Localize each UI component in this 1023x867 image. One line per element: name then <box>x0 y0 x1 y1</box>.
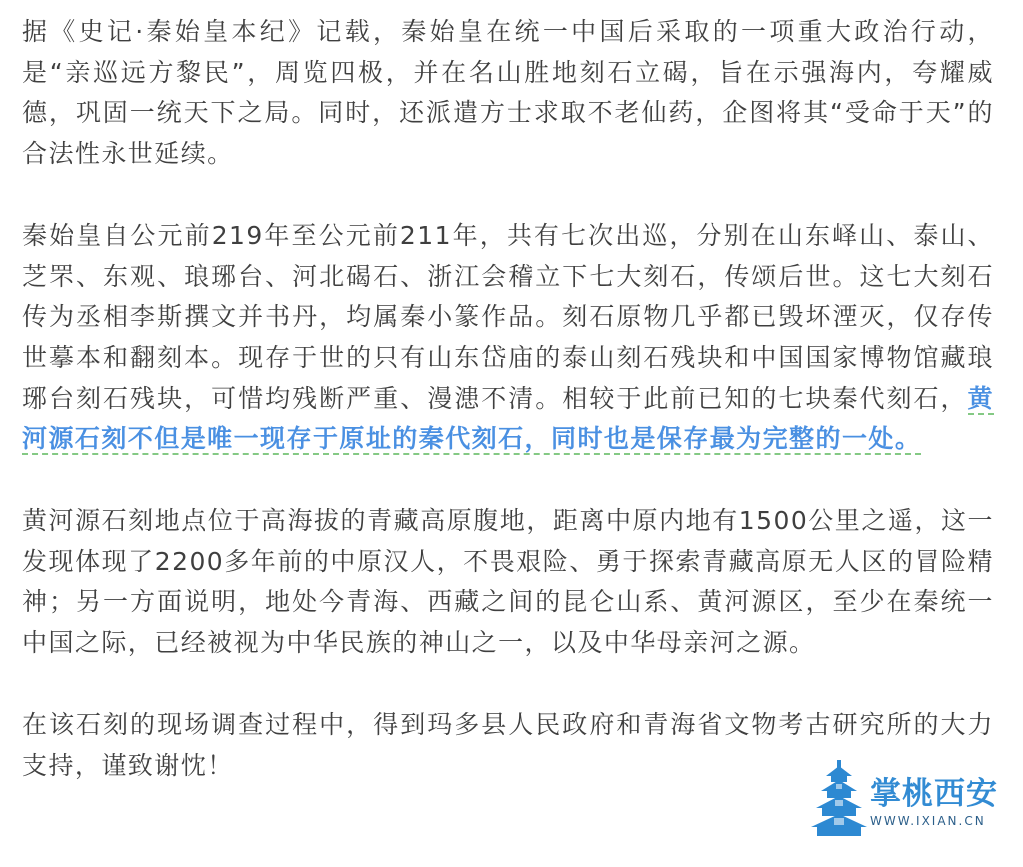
paragraph-gap <box>22 175 994 216</box>
paragraph-4: 在该石刻的现场调查过程中，得到玛多县人民政府和青海省文物考古研究所的大力支持，谨致谢忱！ <box>22 709 994 780</box>
pagoda-icon <box>808 758 870 838</box>
paragraph-2-text: 秦始皇自公元前219年至公元前211年，共有七次出巡，分别在山东峄山、泰山、芝罘、东观、琅琊台、河北碣石、浙江会稽立下七大刻石，传颂后世。这七大刻石传为丞相李斯撰文并书丹，均属秦小篆作品。刻石原物几乎都已毁坏湮灭，仅存传世摹本和翻刻本。现存于世的只有山东岱庙的泰山刻石残块和中国国家博物馆藏琅琊台刻石残块，可惜均残断严重、漫漶不清。相较于此前已知的七块秦代刻石， <box>22 220 994 413</box>
watermark-logo-text: 掌桃西安 <box>870 776 998 812</box>
site-watermark <box>808 758 1013 838</box>
paragraph-3: 黄河源石刻地点位于高海拔的青藏高原腹地，距离中原内地有1500公里之遥，这一发现体现了2200多年前的中原汉人，不畏艰险、勇于探索青藏高原无人区的冒险精神；另一方面说明，地处今青海、西藏之间的昆仑山系、黄河源区，至少在秦统一中国之际，已经被视为中华民族的神山之一，以及中华母亲河之源。 <box>22 506 994 658</box>
highlighted-statement: 黄河源石刻不但是唯一现存于原址的秦代刻石，同时也是保存最为完整的一处。 <box>22 383 994 454</box>
paragraph-2 <box>22 216 994 460</box>
paragraph-1: 据《史记·秦始皇本纪》记载，秦始皇在统一中国后采取的一项重大政治行动，是“亲巡远方黎民”，周览四极，并在名山胜地刻石立碣，旨在示强海内，夸耀威德，巩固一统天下之局。同时，还派遣方士求取不老仙药，企图将其“受命于天”的合法性永世延续。 <box>22 17 994 169</box>
paragraph-gap <box>22 460 994 501</box>
paragraph-gap <box>22 664 994 705</box>
article-body <box>22 12 994 786</box>
watermark-url: WWW.IXIAN.CN <box>870 814 986 828</box>
